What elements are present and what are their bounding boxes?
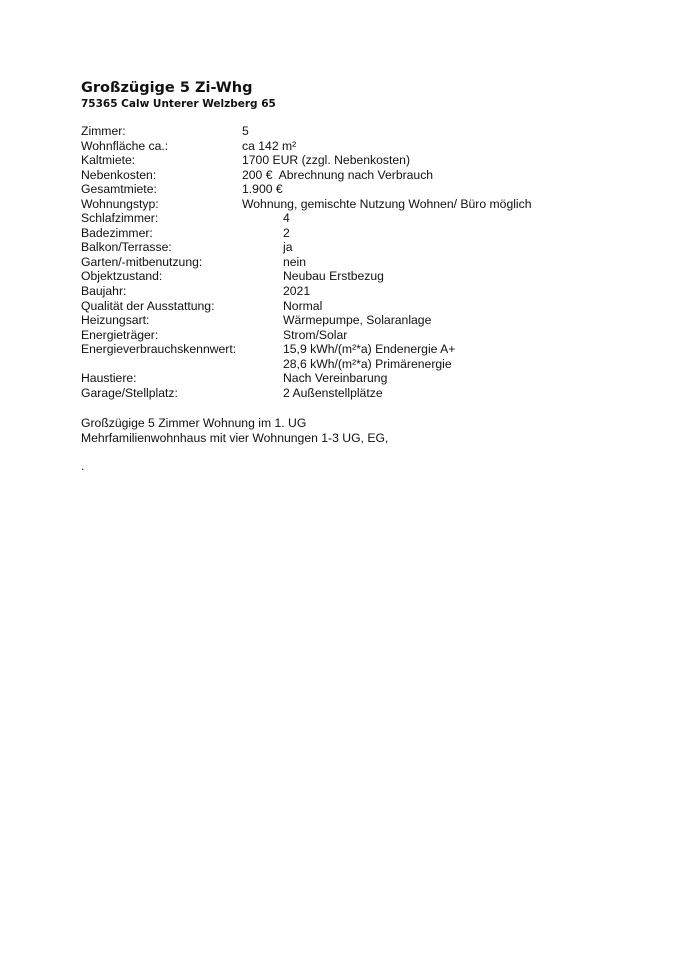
detail-row-nebenkosten: [81, 168, 601, 183]
detail-value: Wohnung, gemischte Nutzung Wohnen/ Büro möglich: [242, 196, 532, 211]
detail-label: Schlafzimmer:: [81, 211, 159, 226]
detail-value: ca 142 m²: [242, 138, 297, 153]
detail-label: Energieträger:: [81, 327, 159, 342]
detail-row-wohnflaeche: [81, 139, 601, 154]
description-line-1: Großzügige 5 Zimmer Wohnung im 1. UG: [81, 416, 307, 430]
detail-row-objektzustand: [81, 269, 601, 284]
detail-row-gesamtmiete: [81, 182, 601, 197]
detail-label: Balkon/Terrasse:: [81, 240, 172, 255]
detail-label: Haustiere:: [81, 371, 137, 386]
address-line: 75365 Calw Unterer Welzberg 65: [81, 98, 276, 110]
detail-label: Wohnfläche ca.:: [81, 138, 169, 153]
description-line-2: Mehrfamilienwohnhaus mit vier Wohnungen 1-3 UG, EG,: [81, 431, 389, 445]
detail-value: 2: [283, 225, 290, 240]
detail-row-balkon: [81, 240, 601, 255]
detail-row-ausstattung: [81, 299, 601, 314]
primaerenergie-value: 28,6 kWh/(m²*a) Primärenergie: [283, 356, 452, 371]
detail-row-energietraeger: [81, 328, 601, 343]
detail-value: Wärmepumpe, Solaranlage: [283, 313, 432, 328]
detail-label: Garage/Stellplatz:: [81, 385, 178, 400]
page-title: Großzügige 5 Zi-Whg: [81, 80, 253, 96]
detail-value: [283, 342, 455, 371]
detail-label: Qualität der Ausstattung:: [81, 298, 215, 313]
detail-label: Nebenkosten:: [81, 167, 157, 182]
detail-row-kaltmiete: [81, 153, 601, 168]
trailing-dot: .: [81, 459, 85, 473]
detail-value: Neubau Erstbezug: [283, 269, 384, 284]
detail-value: 1700 EUR (zzgl. Nebenkosten): [242, 153, 411, 168]
detail-row-baujahr: [81, 284, 601, 299]
detail-value: 2021: [283, 284, 311, 299]
detail-label: Kaltmiete:: [81, 153, 136, 168]
detail-row-zimmer: [81, 124, 601, 139]
detail-label: Wohnungstyp:: [81, 196, 159, 211]
detail-value: 1.900 €: [242, 182, 283, 197]
detail-value: nein: [283, 254, 307, 269]
details-list: [81, 124, 601, 400]
detail-value: Nach Vereinbarung: [283, 371, 388, 386]
detail-value: 2 Außenstellplätze: [283, 385, 383, 400]
endenergie-value: 15,9 kWh/(m²*a) Endenergie A+: [283, 342, 456, 357]
detail-row-haustiere: [81, 371, 601, 386]
detail-value: Strom/Solar: [283, 327, 348, 342]
detail-row-badezimmer: [81, 226, 601, 241]
detail-row-heizungsart: [81, 313, 601, 328]
detail-label: Heizungsart:: [81, 313, 150, 328]
detail-row-schlafzimmer: [81, 211, 601, 226]
detail-row-wohnungstyp: [81, 197, 601, 212]
detail-row-garage: [81, 386, 601, 401]
detail-row-energieverbrauch: [81, 342, 601, 371]
detail-value: 200 € Abrechnung nach Verbrauch: [242, 167, 434, 182]
detail-value: ja: [283, 240, 293, 255]
detail-row-garten: [81, 255, 601, 270]
detail-label: Objektzustand:: [81, 269, 163, 284]
detail-value: Normal: [283, 298, 323, 313]
detail-label: Energieverbrauchskennwert:: [81, 342, 237, 357]
detail-label: Garten/-mitbenutzung:: [81, 254, 203, 269]
detail-label: Badezimmer:: [81, 225, 153, 240]
detail-label: Zimmer:: [81, 124, 126, 138]
detail-label: Baujahr:: [81, 284, 127, 299]
detail-value: 5: [242, 124, 249, 138]
detail-label: Gesamtmiete:: [81, 182, 157, 197]
description: [81, 416, 388, 446]
detail-value: 4: [283, 211, 290, 226]
